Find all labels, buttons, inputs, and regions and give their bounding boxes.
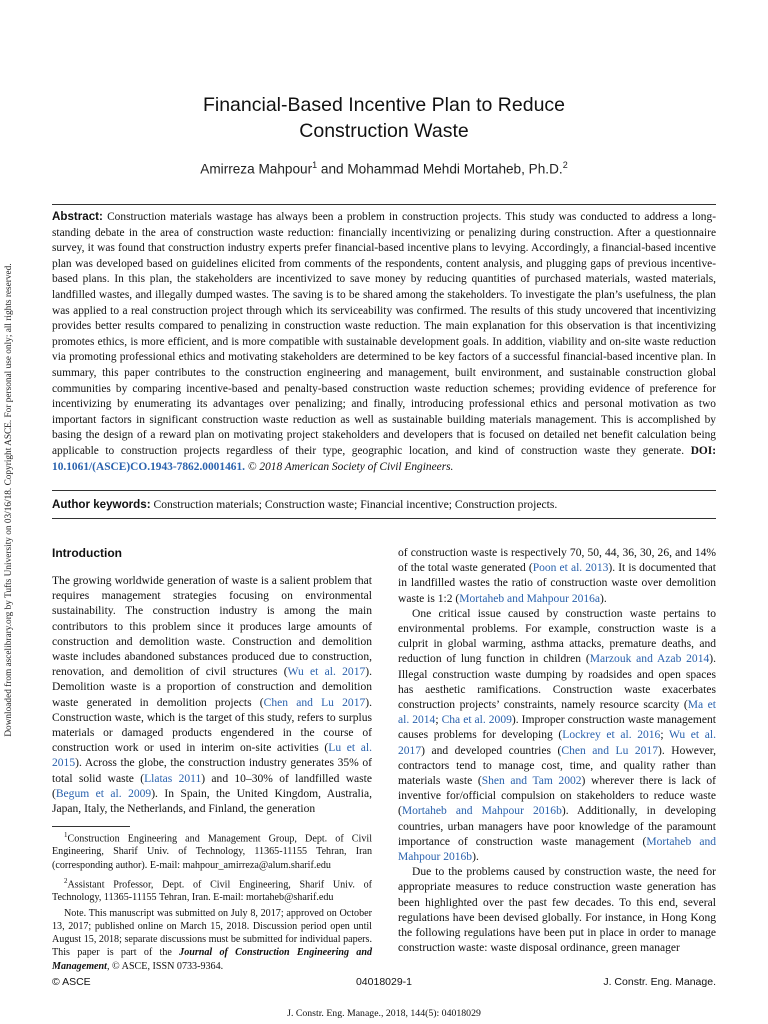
citation-link[interactable]: Wu et al. 2017 <box>398 729 716 757</box>
keywords-bottom-rule <box>52 518 716 519</box>
footnotes <box>52 829 372 976</box>
citation-line: J. Constr. Eng. Manage., 2018, 144(5): 04018029 <box>287 1008 481 1019</box>
citation-link[interactable]: Wu et al. 2017 <box>287 666 366 679</box>
footnote-rule <box>52 826 130 827</box>
footer-left: © ASCE <box>52 976 91 988</box>
intro-p3-text-6: ) and developed countries ( <box>421 744 562 757</box>
doi-link[interactable]: 10.1061/(ASCE)CO.1943-7862.0001461. <box>52 460 246 473</box>
introduction-heading: Introduction <box>52 546 122 560</box>
keywords-label: Author keywords: <box>52 498 151 511</box>
download-notice: Downloaded from ascelibrary.org by Tufts University on 03/16/18. Copyright ASCE. For personal use only; all rights reserved. <box>4 263 14 737</box>
abstract-top-rule <box>52 204 716 205</box>
footnote-2-text: Assistant Professor, Dept. of Civil Engineering, Sharif Univ. of Technology, 11365-11155 Tehran, Iran. E-mail: mortaheb@sharif.edu <box>52 879 372 904</box>
abstract-text: Construction materials wastage has always been a problem in construction projects. This study was conducted to address a long-standing debate in the area of construction waste reduction: financially incentivizing or penalizing during construction. After a questionnaire survey, it was found that construction industry experts prefer financial-based incentive plans to levying. Accordingly, a financial-based incentive plan was developed based on guidelines elicited from comments of the respondents, content analysis, and plugging gaps of previous incentive-based plans. In this plan, the stakeholders are incentivized to save money by reducing quantities of purchased materials, wasted materials, landfilled wastes, and illegally dumped wastes. The saving is to be shared among the stakeholders. To investigate the plan’s usefulness, the plan was applied to a real construction project through which its serviceability was confirmed. The results of this study uncovered that incentivizing provides better results compared to penalizing in construction waste reduction. The main explanation for this observation is that incentivizing promotes ethics, is more efficient, and is more compatible with sustainable development goals. In addition, viability and on-site waste reduction via promoting professional ethics and motivating stakeholders are determined to be key factors of a successful financial-based incentive plan. In summary, this paper contributes to the construction engineering and management, built environment, and sustainable construction global communities by comparing incentive-based and penalty-based construction waste reduction schemes; providing evidence of preference for incentivizing by enumerating its advantages over penalizing; and finally, introducing professional ethics and personal motivation as two important factors in significant construction waste reduction as well as sustainable building materials management. This is accomplished by basing the design of a reward plan on motivating project stakeholders and developers that is focused on detailed net benefit calculation being applicable to construction projects regardless of their type, geographic location, and kind of construction waste they generate. <box>52 211 716 457</box>
intro-p3-text-9: ). Additionally, in developing countries, urban managers have poor knowledge of the paramount importance of construction waste management ( <box>398 805 716 848</box>
citation-link[interactable]: Poon et al. 2013 <box>532 562 609 575</box>
intro-p3-text-2: ). Illegal construction waste dumping by roadsides and open spaces has aesthetic ramifications. Construction waste exacerbates construction projects’ constraints, namely resource scarcity ( <box>398 653 716 712</box>
intro-p3-text-7: ). However, contractors tend to manage cost, time, and quality rather than materials waste ( <box>398 744 716 788</box>
right-column <box>398 546 716 956</box>
footnote-2-mark: 2 <box>64 876 68 885</box>
intro-paragraph-2 <box>398 546 716 607</box>
keywords-top-rule <box>52 490 716 491</box>
intro-p1-text-2: ). Demolition waste is a proportion of construction and demolition waste generated in demolition projects ( <box>52 666 372 709</box>
copyright-notice: © 2018 American Society of Civil Engineers. <box>247 460 454 473</box>
title-line-1: Financial-Based Incentive Plan to Reduce <box>202 94 566 116</box>
intro-p3-text-5: ; <box>660 729 669 742</box>
citation-link[interactable]: Mortaheb and Mahpour 2016b <box>401 805 562 818</box>
intro-p1-text-6: ). In Spain, the United Kingdom, Australia, Japan, Italy, the Netherlands, and Finland, the generation <box>52 787 372 816</box>
doi-label: DOI: <box>690 444 716 457</box>
intro-p3-text-3: ; <box>435 714 442 727</box>
intro-paragraph-1 <box>52 574 372 817</box>
journal-name: Journal of Construction Engineering and Management <box>52 947 373 972</box>
note-text-a: Note. This manuscript was submitted on July 8, 2017; approved on October 13, 2017; published online on March 15, 2018. Discussion period open until August 15, 2018; separate discussions must be submitted for individual papers. This paper is part of the <box>52 908 372 959</box>
citation-link[interactable]: Mortaheb and Mahpour 2016b <box>398 835 717 864</box>
intro-p1-text-5: ) and 10–30% of landfilled waste ( <box>52 772 372 800</box>
manuscript-note <box>52 907 372 972</box>
footnote-1 <box>52 829 372 872</box>
citation-link[interactable]: Lockrey et al. 2016 <box>562 729 661 742</box>
note-text-b: , © ASCE, ISSN 0733-9364. <box>106 960 224 972</box>
citation-link[interactable]: Marzouk and Azab 2014 <box>589 653 710 666</box>
author-connector: and <box>317 161 348 177</box>
footnote-2 <box>52 875 372 905</box>
footnote-1-text: Construction Engineering and Management Group, Dept. of Civil Engineering, Sharif Univ. of Technology, 11365-11155 Tehran, Iran (corresponding author). E-mail: mahpour_amirreza@alum.sharif.edu <box>52 833 372 871</box>
footer-page-number: 04018029-1 <box>355 976 413 988</box>
intro-p1-text-4: ). Across the globe, the construction industry generates 35% of total solid waste ( <box>52 757 372 785</box>
intro-p2-text-1: of construction waste is respectively 70, 50, 44, 36, 30, 26, and 14% of the total waste generated ( <box>398 547 716 575</box>
intro-p3-text-1: One critical issue caused by construction waste pertains to environmental problems. For example, construction waste is a culprit in global warming, asthma attacks, premature deaths, and reduction of lung function in children ( <box>398 607 716 666</box>
citation-link[interactable]: Llatas 2011 <box>144 772 202 785</box>
intro-paragraph-4: Due to the problems caused by construction waste, the need for appropriate measures to reduce construction waste generation has been highlighted over the past few decades. To this end, several regulations have been devised globally. For instance, in Hong Kong the following regulations have been put in place in order to manage construction waste: waste disposal ordinance, green manager <box>398 866 716 955</box>
author-1: Amirreza Mahpour <box>200 161 313 177</box>
intro-p2-text-3: ). <box>600 592 607 605</box>
citation-link[interactable]: Chen and Lu 2017 <box>263 696 366 709</box>
left-column <box>52 574 372 817</box>
intro-p3-text-8: ) wherever there is lack of inventive for/official compulsion on stakeholders to reduce waste ( <box>398 775 717 818</box>
author-2-sup: 2 <box>562 160 568 170</box>
author-line <box>0 160 768 177</box>
intro-p3-text-4: ). Improper construction waste management causes problems for developing ( <box>398 714 716 742</box>
title-line-2: Construction Waste <box>299 120 469 142</box>
intro-p1-text-3: ). Construction waste, which is the target of this study, refers to surplus materials or damaged products engendered in the course of construction work or used in interim on-site activities ( <box>52 696 372 755</box>
author-1-sup: 1 <box>312 160 318 170</box>
citation-link[interactable]: Shen and Tam 2002 <box>481 775 582 788</box>
intro-p3-text-10: ). <box>472 851 479 864</box>
citation-link[interactable]: Lu et al. 2015 <box>52 742 372 770</box>
abstract-label: Abstract: <box>52 210 103 223</box>
intro-p2-text-2: ). It is documented that in landfilled wastes the ratio of construction waste over demolition waste is 1:2 ( <box>398 562 716 605</box>
author-keywords <box>52 498 716 511</box>
paper-title <box>0 92 768 144</box>
footer-right: J. Constr. Eng. Manage. <box>603 976 716 988</box>
abstract <box>52 209 716 475</box>
author-2: Mohammad Mehdi Mortaheb, Ph.D. <box>347 161 563 177</box>
citation-link[interactable]: Mortaheb and Mahpour 2016a <box>459 592 601 605</box>
keywords-text: Construction materials; Construction waste; Financial incentive; Construction projects. <box>153 498 558 511</box>
citation-link[interactable]: Chen and Lu 2017 <box>561 744 658 757</box>
footnote-1-mark: 1 <box>64 831 68 839</box>
intro-paragraph-3 <box>398 607 716 865</box>
citation-link[interactable]: Ma et al. 2014 <box>398 699 716 727</box>
citation-link[interactable]: Begum et al. 2009 <box>55 787 152 800</box>
intro-p1-text-1: The growing worldwide generation of waste is a salient problem that requires management strategies focusing on environmental sustainability. The construction industry is among the main contributors to this problem since it produces large amounts of construction and demolition waste. Construction and demolition waste includes abandoned substances produced due to construction, renovation, and demolition of civil structures ( <box>52 575 372 679</box>
citation-link[interactable]: Cha et al. 2009 <box>441 714 512 727</box>
